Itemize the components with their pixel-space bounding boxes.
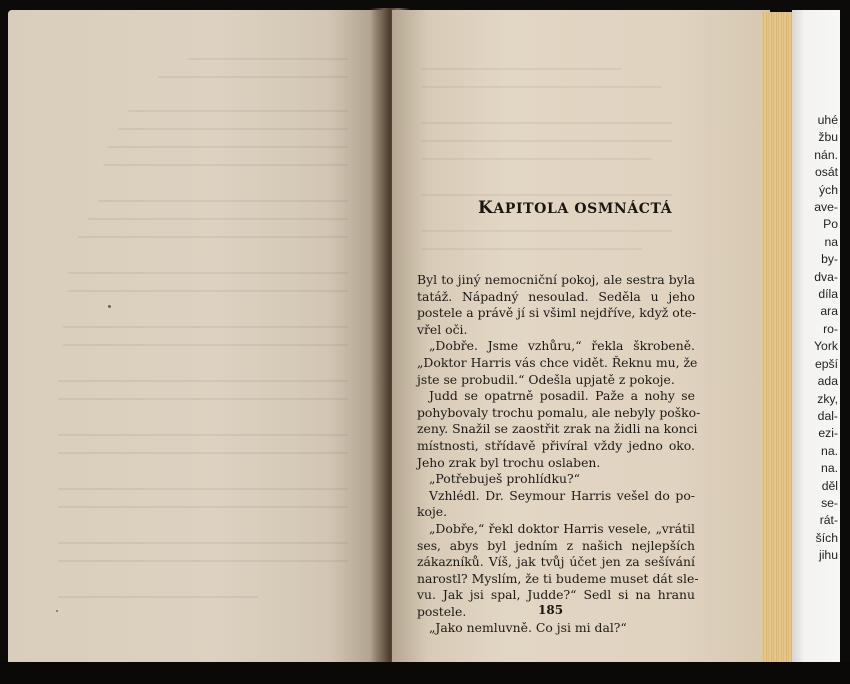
text-fragment: díla <box>818 287 838 302</box>
text-line: koje. <box>417 504 448 520</box>
text-line: Vzhlédl. Dr. Seymour Harris vešel do po- <box>429 487 695 503</box>
text-line: pohybovaly trochu pomalu, ale nebyly poško- <box>417 404 701 420</box>
text-line: postele a právě jí si všiml nejdříve, když ote- <box>417 305 697 321</box>
text-fragment: ých <box>819 182 838 197</box>
text-line: „Potřebuješ prohlídku?“ <box>429 471 580 487</box>
text-fragment: ších <box>815 530 838 545</box>
text-fragment: ezi- <box>818 426 838 441</box>
text-line: narostl? Myslím, že ti budeme muset dát sle- <box>417 570 699 586</box>
text-fragment: na <box>824 234 838 249</box>
text-fragment: se- <box>821 495 838 510</box>
text-fragment: York <box>814 339 838 354</box>
text-line: „Dobře,“ řekl doktor Harris vesele, „vrátil <box>429 520 695 536</box>
bottom-shadow <box>0 662 850 684</box>
text-fragment: žbu <box>818 130 838 145</box>
text-line: zeny. Snažil se zaostřit zrak na židli na konci <box>417 421 698 437</box>
text-fragment: dva- <box>814 269 838 284</box>
next-page-edge <box>792 10 840 672</box>
text-line: Jeho zrak byl trochu oslaben. <box>417 454 601 470</box>
text-line: Judd se opatrně posadil. Paže a nohy se <box>429 388 695 404</box>
ink-speck <box>108 305 111 308</box>
page-edges <box>762 12 793 666</box>
text-fragment: uhé <box>817 113 838 127</box>
text-fragment: nán. <box>814 147 838 162</box>
text-fragment: jihu <box>819 548 838 563</box>
text-fragment: ro- <box>823 321 838 336</box>
text-fragment: Po <box>823 217 838 232</box>
chapter-title-rest: APITOLA OSMNÁCTÁ <box>493 201 673 217</box>
text-fragment: na. <box>821 443 838 458</box>
text-fragment: osát <box>814 165 838 180</box>
text-fragment: epší <box>814 356 838 371</box>
page-number: 185 <box>538 603 564 617</box>
next-page-text-fragments <box>792 112 840 565</box>
text-line: „Doktor Harris vás chce vidět. Řeknu mu, že <box>417 354 698 370</box>
ink-speck <box>56 610 58 612</box>
text-line: „Jako nemluvně. Co jsi mi dal?“ <box>429 620 627 636</box>
text-fragment: ara <box>820 304 838 319</box>
text-line: „Dobře. Jsme vzhůru,“ řekla škrobeně. <box>429 338 695 354</box>
text-line: místnosti, střídavě přivíral vždy jedno oko. <box>417 437 695 453</box>
text-line: zákazníků. Víš, jak tvůj účet jen za sešívání <box>417 554 695 570</box>
text-fragment: na. <box>821 461 838 476</box>
text-line: ses, abys byl jedním z našich nejlepších <box>417 537 695 553</box>
left-page <box>8 10 386 668</box>
chapter-title-initial: K <box>478 198 494 218</box>
chapter-body-text <box>417 272 701 637</box>
text-line: vu. Jak jsi spal, Judde?“ Sedl si na hranu <box>417 587 695 603</box>
text-line: Byl to jiný nemocniční pokoj, ale sestra byla <box>417 272 695 287</box>
text-fragment: by- <box>821 252 838 267</box>
text-fragment: děl <box>821 478 838 493</box>
text-fragment: dal- <box>817 408 838 423</box>
text-line: jste se probudil.“ Odešla upjatě z pokoje. <box>417 371 675 387</box>
text-line: vřel oči. <box>417 321 468 337</box>
text-fragment: ave- <box>814 200 838 215</box>
text-line: postele. <box>417 603 467 619</box>
text-line: tatáž. Nápadný nesoulad. Seděla u jeho <box>417 288 695 304</box>
text-fragment: ada <box>817 374 838 389</box>
text-fragment: rát- <box>819 513 838 528</box>
text-fragment: zky, <box>817 391 838 406</box>
chapter-title <box>478 198 673 218</box>
